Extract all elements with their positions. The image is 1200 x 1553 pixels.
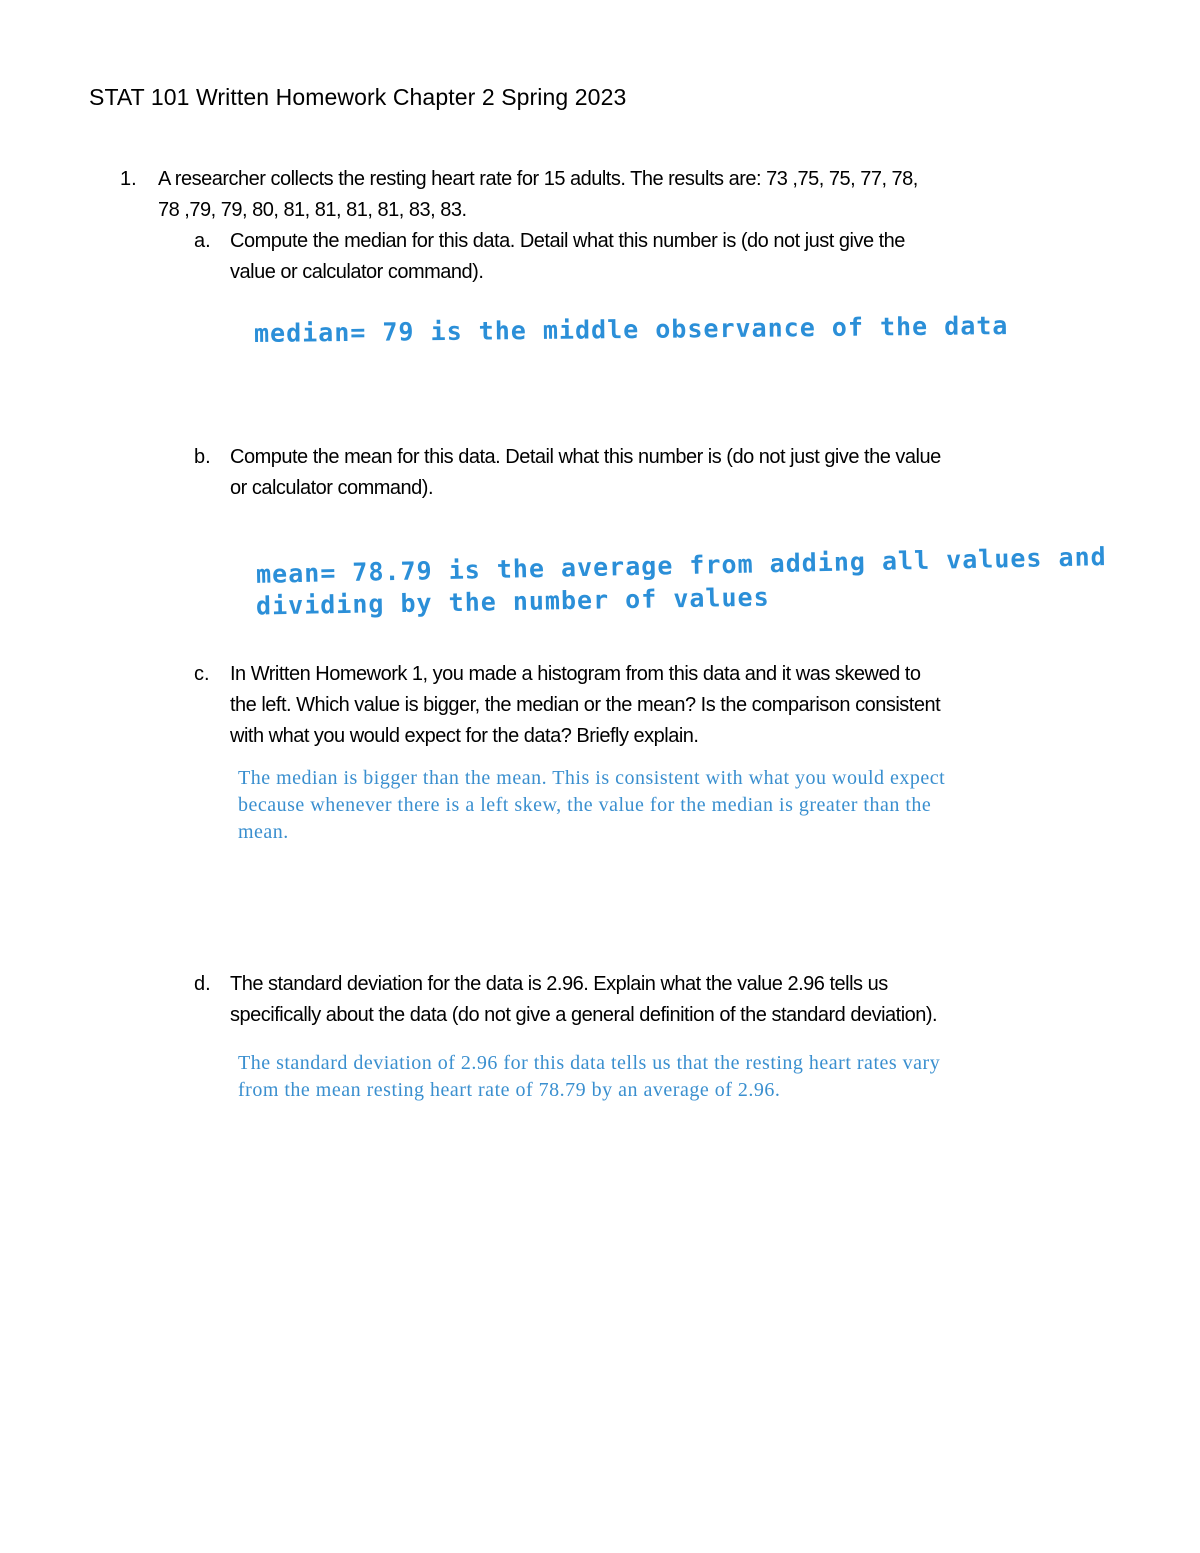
prompt-line: the left. Which value is bigger, the median or the mean? Is the comparison consistent [230, 694, 941, 716]
prompt-line: Compute the median for this data. Detail what this number is (do not just give the [230, 230, 905, 252]
part-letter: a. [194, 230, 211, 252]
part-d-typed-answer [238, 1050, 1098, 1104]
prompt-line: or calculator command). [230, 477, 434, 499]
part-b-handwritten-answer-line1: mean= 78.79 is the average from adding all values and [255, 542, 1107, 589]
prompt-line: The standard deviation for the data is 2.96. Explain what the value 2.96 tells us [230, 973, 888, 995]
prompt-line: In Written Homework 1, you made a histogram from this data and it was skewed to [230, 663, 921, 685]
prompt-line: Compute the mean for this data. Detail what this number is (do not just give the value [230, 446, 941, 468]
answer-line: from the mean resting heart rate of 78.79 by an average of 2.96. [238, 1079, 781, 1101]
question-number: 1. [120, 168, 137, 190]
question-text-line: 78 ,79, 79, 80, 81, 81, 81, 81, 83, 83. [158, 199, 467, 221]
question-text [158, 164, 1078, 226]
question-text-line: A researcher collects the resting heart rate for 15 adults. The results are: 73 ,75, 75, 77, 78, [158, 168, 918, 190]
prompt-line: specifically about the data (do not give a general definition of the standard deviation). [230, 1004, 938, 1026]
answer-line: because whenever there is a left skew, the value for the median is greater than the [238, 794, 932, 816]
part-d-prompt [230, 969, 1070, 1031]
answer-line: mean. [238, 821, 289, 843]
part-a-prompt [230, 226, 1070, 288]
part-b-handwritten-answer-line2: dividing by the number of values [255, 582, 770, 621]
part-letter: c. [194, 663, 210, 685]
answer-line: The median is bigger than the mean. This is consistent with what you would expect [238, 767, 946, 789]
prompt-line: with what you would expect for the data? Briefly explain. [230, 725, 699, 747]
part-c-prompt [230, 659, 1070, 752]
part-letter: d. [194, 973, 211, 995]
prompt-line: value or calculator command). [230, 261, 484, 283]
part-a-handwritten-answer: median= 79 is the middle observance of the data [253, 311, 1009, 348]
part-b-prompt [230, 442, 1070, 504]
answer-line: The standard deviation of 2.96 for this data tells us that the resting heart rates vary [238, 1052, 941, 1074]
page-title: STAT 101 Written Homework Chapter 2 Spring 2023 [89, 84, 627, 110]
part-letter: b. [194, 446, 211, 468]
part-c-typed-answer [238, 765, 1098, 846]
